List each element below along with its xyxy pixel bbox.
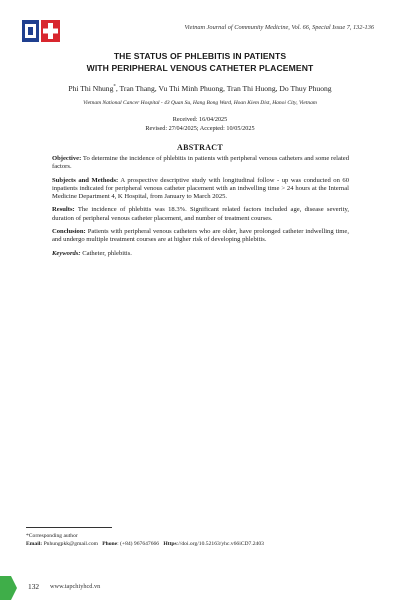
journal-reference: Vietnam Journal of Community Medicine, Vol. 66, Special Issue 7, 132-136 xyxy=(184,24,374,31)
corresponding-author-note: *Corresponding author xyxy=(26,533,78,539)
article-title-line-2: WITH PERIPHERAL VENOUS CATHETER PLACEMENT xyxy=(86,63,314,73)
phone-number: : (+84) 967647666 xyxy=(117,540,160,547)
footnote xyxy=(26,533,264,548)
contact-line xyxy=(26,541,264,549)
first-author: Phi Thi Nhung xyxy=(68,84,114,93)
https-label: Https xyxy=(163,540,177,547)
objective-text: To determine the incidence of phlebitis in patients with peripheral venous catheters and some related factors. xyxy=(52,155,349,171)
page-number: 132 xyxy=(28,582,40,591)
footnote-divider xyxy=(26,527,112,528)
journal-website-link[interactable]: www.tapchiyhcd.vn xyxy=(50,583,101,590)
methods-label: Subjects and Methods: xyxy=(52,176,119,184)
corresponding-mark: * xyxy=(113,84,116,90)
page-tab-icon xyxy=(0,576,17,600)
keywords-label: Keywords: xyxy=(52,249,81,257)
email-label: Email: xyxy=(26,540,43,547)
objective-label: Objective: xyxy=(52,155,82,162)
co-authors: , Tran Thang, Vu Thi Minh Phuong, Tran Thi Huong, Do Thuy Phuong xyxy=(115,84,332,93)
abstract-body xyxy=(52,155,349,263)
abstract-methods xyxy=(52,177,349,202)
conclusion-text: Patients with peripheral venous catheters who are older, have prolonged catheter indwelling time, and undergo multiple treatment courses are at higher risk of developing phlebitis. xyxy=(52,227,349,244)
revised-accepted-date: Revised: 27/04/2025; Accepted: 10/05/2025 xyxy=(145,124,255,132)
abstract-heading: ABSTRACT xyxy=(177,143,223,152)
phone-label: Phone xyxy=(102,540,118,547)
methods-text: A prospective descriptive study with longitudinal follow - up was conducted on 60 inpatients indicated for peripheral venous catheter placement with an indwelling time > 24 hours at the Internal Medicine Department 4, K Hospital, from January to March 2025. xyxy=(52,176,349,200)
abstract-results xyxy=(52,206,349,222)
conclusion-label: Conclusion: xyxy=(52,227,86,235)
author-list xyxy=(0,84,400,93)
results-text: The incidence of phlebitis was 18.3%. Significant related factors included age, disease severity, duration of peripheral venous catheter placement, and number of treatment courses. xyxy=(52,206,349,222)
abstract-conclusion xyxy=(52,228,349,244)
abstract-objective xyxy=(52,155,349,171)
keywords-text: Catheter, phlebitis. xyxy=(80,249,132,257)
email-address[interactable]: Pnhungpkk@gmail.com xyxy=(42,540,98,547)
affiliation: Vietnam National Cancer Hospital - 43 Quan Su, Hang Bong Ward, Hoan Kiem Dist, Hanoi City, Vietnam xyxy=(83,100,317,106)
doi-link[interactable]: ://doi.org/10.52163/yhc.v66iCD7.2403 xyxy=(176,540,264,547)
results-label: Results: xyxy=(52,206,75,214)
received-date: Received: 16/04/2025 xyxy=(172,116,228,123)
article-dates xyxy=(0,116,400,133)
journal-logo-icon xyxy=(22,20,60,42)
abstract-keywords xyxy=(52,250,349,258)
article-title-line-1: THE STATUS OF PHLEBITIS IN PATIENTS xyxy=(113,51,287,61)
article-title xyxy=(0,50,400,74)
